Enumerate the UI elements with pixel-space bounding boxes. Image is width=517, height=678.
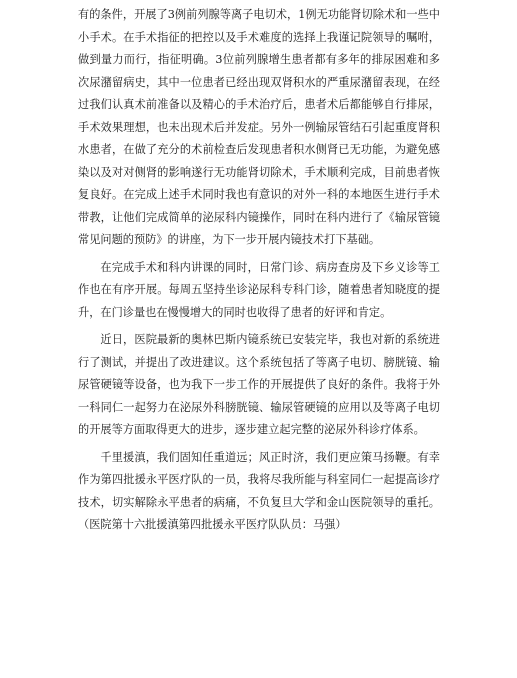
paragraph-3: 近日，医院最新的奥林巴斯内镜系统已安装完毕，我也对新的系统进行了测试，并提出了改进建议。这个系统包括了等离子电切、膀胱镜、输尿管硬镜等设备，也为我下一步工作的开展提供了良好的条件。我将于外一科同仁一起努力在泌尿外科膀胱镜、输尿管硬镜的应用以及等离子电切的开展等方面取得更大的进步，逐步建立起完整的泌尿外科诊疗体系。: [78, 333, 440, 436]
article-body: [78, 4, 440, 542]
paragraph-1: 有的条件，开展了3例前列腺等离子电切术，1例无功能肾切除术和一些中小手术。在手术指征的把控以及手术难度的选择上我谨记院领导的嘱咐，做到量力而行，指征明确。3位前列腺增生患者都有多年的排尿困难和多次尿潴留病史，其中一位患者已经出现双肾积水的严重尿潴留表现，在经过我们认真术前准备以及精心的手术治疗后，患者术后都能够自行排尿，手术效果理想，也未出现术后并发症。另外一例输尿管结石引起重度肾积水患者，在做了充分的术前检查后发现患者积水侧肾已无功能，为避免感染以及对对侧肾的影响遂行无功能肾切除术，手术顺利完成，目前患者恢复良好。在完成上述手术同时我也有意识的对外一科的本地医生进行手术带教，让他们完成简单的泌尿科内镜操作，同时在科内进行了《输尿管镜常见问题的预防》的讲座，为下一步开展内镜技术打下基础。: [78, 8, 440, 246]
paragraph-2: 在完成手术和科内讲课的同时，日常门诊、病房查房及下乡义诊等工作也在有序开展。每周五坚持坐诊泌尿科专科门诊，随着患者知晓度的提升，在门诊量也在慢慢增大的同时也收得了患者的好评和肯定。: [78, 260, 440, 319]
paragraph-4: 千里援滇，我们固知任重道远；风正时济，我们更应策马扬鞭。有幸作为第四批援永平医疗队的一员，我将尽我所能与科室同仁一起提高诊疗技术，切实解除永平患者的病痛，不负复旦大学和金山医院领导的重托。（医院第十六批援滇第四批援永平医疗队队员：马强）: [78, 450, 440, 531]
